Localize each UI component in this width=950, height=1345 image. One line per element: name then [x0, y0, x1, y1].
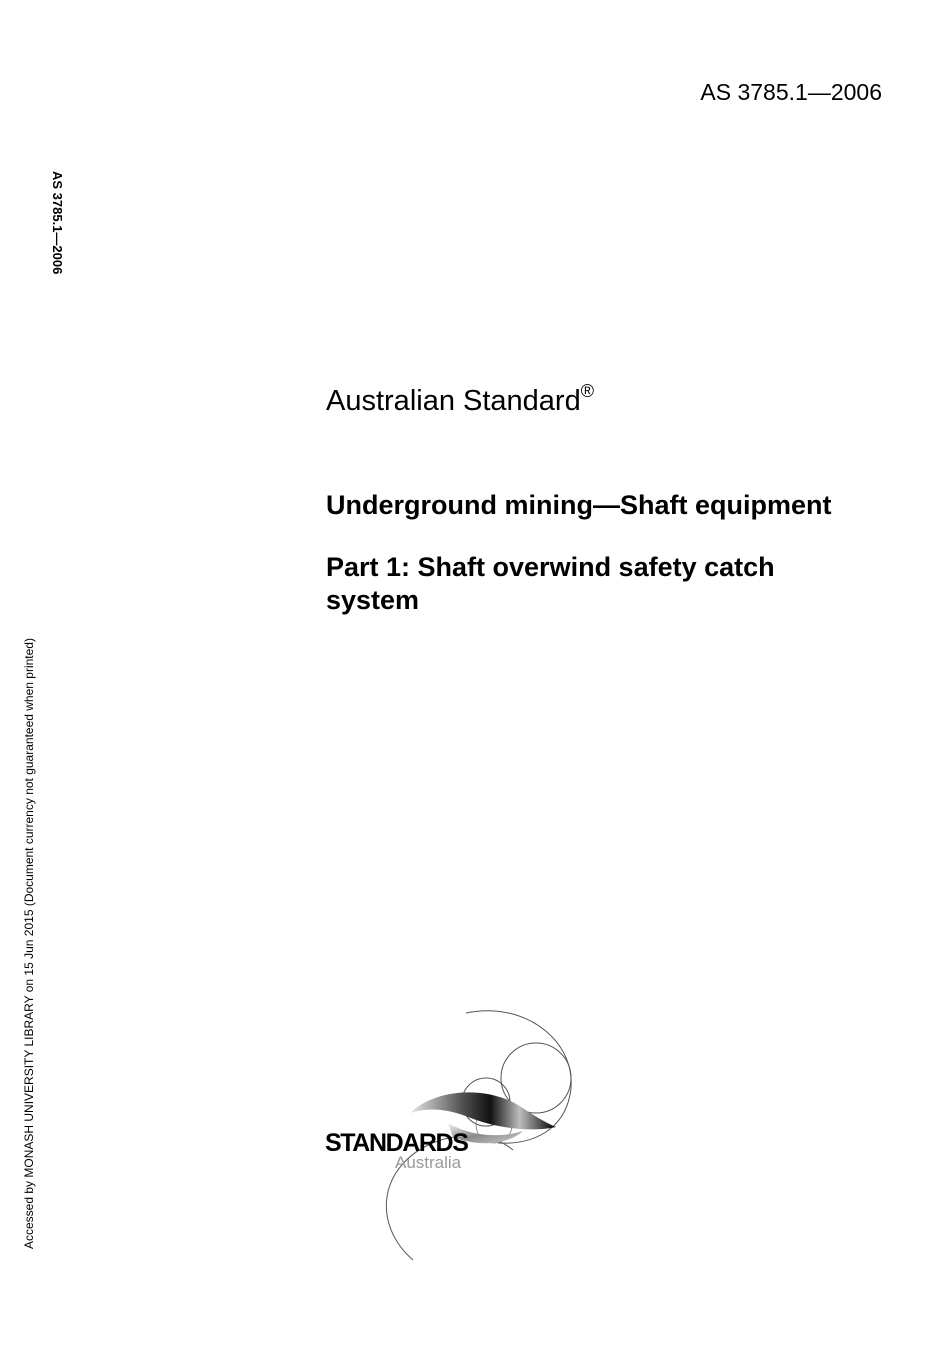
standards-australia-logo: [318, 1005, 588, 1270]
access-watermark: Accessed by MONASH UNIVERSITY LIBRARY on 15 Jun 2015 (Document currency not guaranteed when printed): [22, 638, 36, 1249]
document-code: AS 3785.1—2006: [700, 79, 882, 105]
spine-document-code: AS 3785.1—2006: [50, 171, 65, 275]
part-title: Part 1: Shaft overwind safety catch system: [326, 552, 775, 615]
logo-word-australia: Australia: [395, 1153, 462, 1172]
logo-swoosh-main: [410, 1092, 556, 1129]
logo-word-standards: STANDARDS: [325, 1129, 468, 1157]
series-heading: [326, 383, 594, 419]
registered-mark: ®: [580, 381, 594, 401]
document-title: Underground mining—Shaft equipment: [326, 490, 832, 520]
series-label: Australian Standard: [326, 385, 581, 417]
